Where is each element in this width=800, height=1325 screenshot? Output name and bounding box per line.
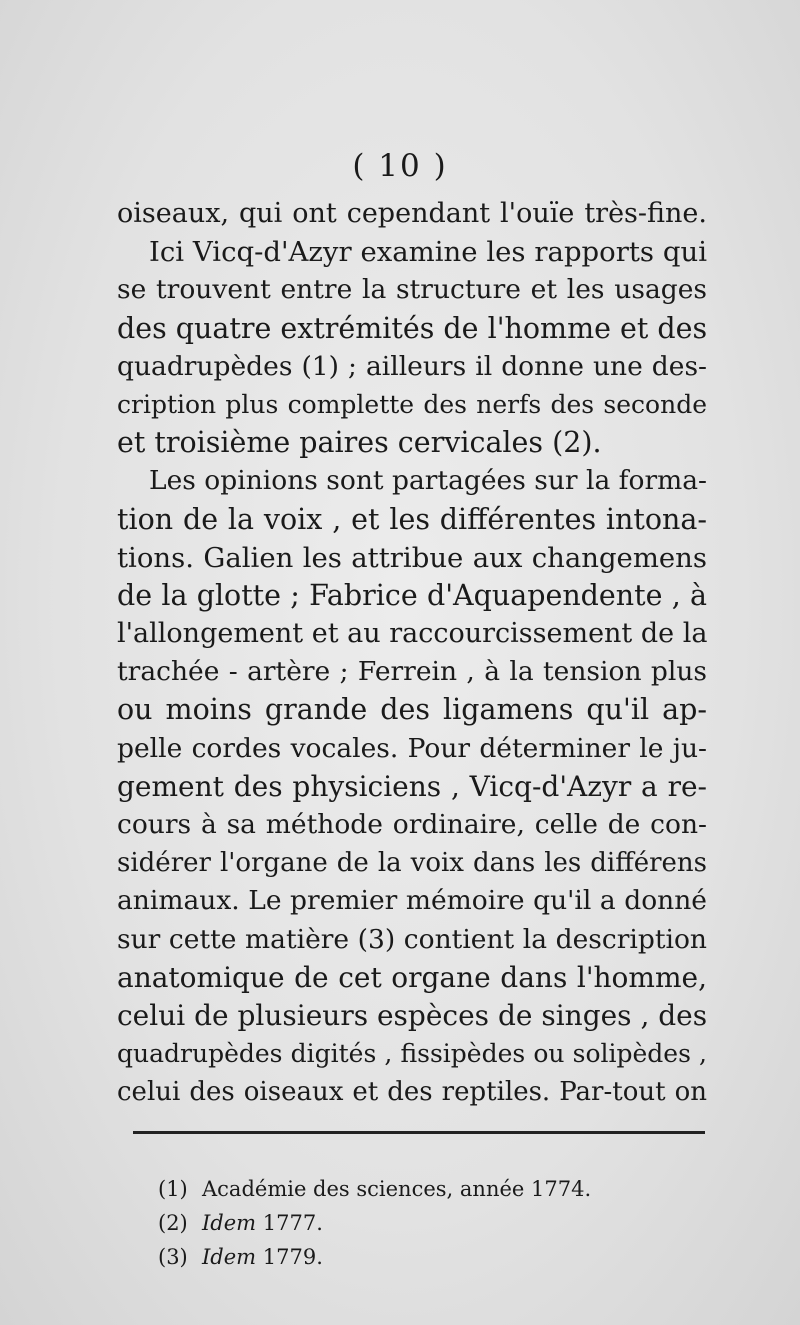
text-line: tion de la voix , et les différentes intona-: [117, 502, 707, 536]
footnotes: [158, 1172, 678, 1274]
footnote-mark: (1): [158, 1177, 188, 1201]
footnote-rule: [133, 1131, 705, 1134]
text-line: gement des physiciens , Vicq-d'Azyr a re-: [117, 769, 707, 803]
footnote-text: 1779.: [256, 1245, 323, 1269]
text-line: celui des oiseaux et des reptiles. Par-tout on: [117, 1077, 707, 1108]
text-line: des quatre extrémités de l'homme et des: [117, 311, 708, 345]
footnote-lead: Idem: [202, 1211, 257, 1235]
footnote-text: 1777.: [256, 1211, 323, 1235]
text-line: anatomique de cet organe dans l'homme,: [117, 960, 707, 994]
text-line: ou moins grande des ligamens qu'il ap-: [117, 693, 707, 727]
footnote: [158, 1240, 678, 1274]
footnote-mark: (2): [158, 1211, 188, 1235]
text-line: sur cette matière (3) contient la description: [117, 923, 707, 955]
text-line: et troisième paires cervicales (2).: [117, 426, 602, 460]
footnote-text: Académie des sciences, année 1774.: [202, 1177, 592, 1201]
footnote-lead: Idem: [202, 1245, 257, 1269]
text-line: l'allongement et au raccourcissement de la: [117, 618, 708, 650]
footnote: [158, 1206, 678, 1240]
text-line: Les opinions sont partagées sur la forma-: [149, 465, 707, 497]
text-line: oiseaux, qui ont cependant l'ouïe très-fine.: [117, 198, 707, 229]
text-line: de la glotte ; Fabrice d'Aquapendente , à: [117, 578, 707, 612]
text-line: sidérer l'organe de la voix dans les différens: [117, 848, 707, 879]
page-number: ( 10 ): [352, 148, 448, 184]
text-line: cription plus complette des nerfs des seconde: [117, 389, 707, 419]
text-line: quadrupèdes digités , fissipèdes ou solipèdes ,: [117, 1039, 707, 1069]
footnote-mark: (3): [158, 1245, 188, 1269]
text-line: animaux. Le premier mémoire qu'il a donné: [117, 885, 707, 917]
text-line: pelle cordes vocales. Pour déterminer le ju-: [117, 732, 707, 764]
body-text: [117, 195, 707, 1112]
text-line: se trouvent entre la structure et les usages: [117, 274, 707, 306]
text-line: tions. Galien les attribue aux changemens: [117, 541, 707, 574]
text-line: trachée - artère ; Ferrein , à la tension plus: [117, 656, 707, 688]
text-line: celui de plusieurs espèces de singes , des: [117, 998, 708, 1032]
text-line: cours à sa méthode ordinaire, celle de con-: [117, 809, 707, 840]
text-line: Ici Vicq-d'Azyr examine les rapports qui: [149, 236, 707, 269]
footnote: [158, 1172, 678, 1206]
text-line: quadrupèdes (1) ; ailleurs il donne une des-: [117, 350, 707, 382]
